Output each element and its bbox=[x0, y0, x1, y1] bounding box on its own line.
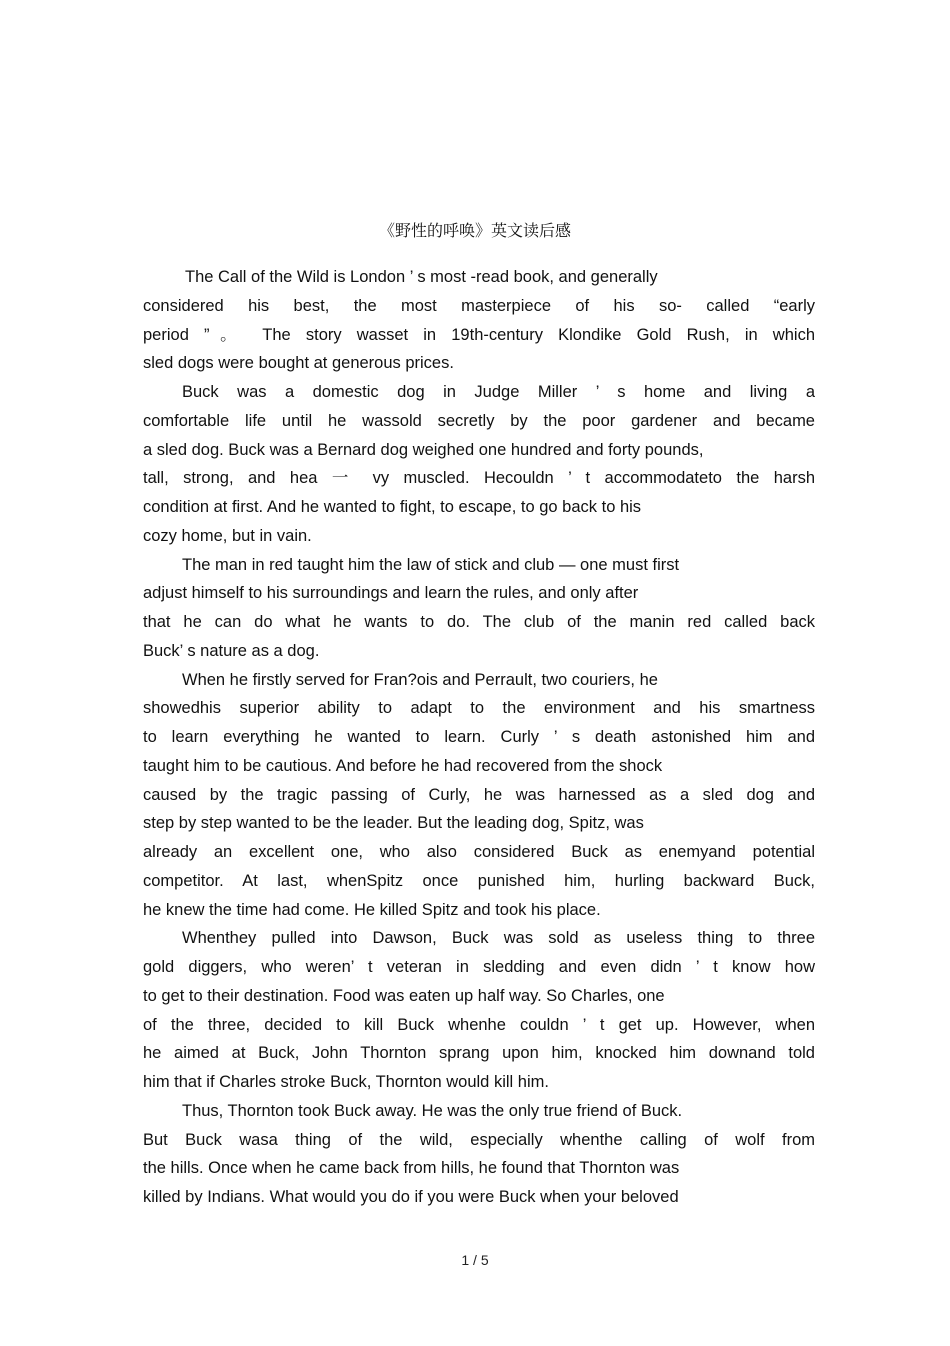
text-line: period ”。 The story wasset in 19th-century Klondike Gold Rush, in which bbox=[143, 325, 815, 344]
text-line: him that if Charles stroke Buck, Thornton would kill him. bbox=[143, 1073, 549, 1091]
text-line: When he firstly served for Fran?ois and Perrault, two couriers, he bbox=[182, 670, 658, 689]
text-line: competitor. At last, whenSpitz once punished him, hurling backward Buck, bbox=[143, 871, 815, 890]
text-line: The man in red taught him the law of stick and club — one must first bbox=[182, 555, 680, 574]
text-line: condition at first. And he wanted to fight, to escape, to go back to his bbox=[143, 498, 642, 516]
text-line: he aimed at Buck, John Thornton sprang upon him, knocked him downand told bbox=[143, 1044, 815, 1063]
text-line: Buck’ s nature as a dog. bbox=[143, 641, 320, 660]
text-line: Whenthey pulled into Dawson, Buck was sold as useless thing to three bbox=[182, 929, 815, 948]
text-line: step by step wanted to be the leader. But the leading dog, Spitz, was bbox=[143, 814, 644, 833]
text-line: sled dogs were bought at generous prices. bbox=[143, 354, 454, 373]
text-line: already an excellent one, who also considered Buck as enemyand potential bbox=[143, 843, 815, 861]
text-line: considered his best, the most masterpiece of his so- called “early bbox=[143, 296, 815, 315]
text-line: gold diggers, who weren’ t veteran in sledding and even didn ’ t know how bbox=[143, 958, 815, 976]
text-line: showedhis superior ability to adapt to the environment and his smartness bbox=[143, 699, 815, 718]
text-line: of the three, decided to kill Buck whenhe couldn ’ t get up. However, when bbox=[143, 1015, 815, 1034]
document-body bbox=[143, 263, 815, 1212]
document-title: 《野性的呼唤》英文读后感 bbox=[378, 221, 571, 240]
text-line: cozy home, but in vain. bbox=[143, 526, 312, 545]
text-line: the hills. Once when he came back from hills, he found that Thornton was bbox=[143, 1159, 680, 1178]
text-line: to learn everything he wanted to learn. Curly ’ s death astonished him and bbox=[143, 728, 815, 746]
text-line: a sled dog. Buck was a Bernard dog weighed one hundred and forty pounds, bbox=[143, 440, 704, 459]
text-line: he knew the time had come. He killed Spitz and took his place. bbox=[143, 900, 601, 919]
text-line: to get to their destination. Food was eaten up half way. So Charles, one bbox=[143, 986, 665, 1005]
text-line: comfortable life until he wassold secretly by the poor gardener and became bbox=[143, 411, 815, 430]
text-line: caused by the tragic passing of Curly, he was harnessed as a sled dog and bbox=[143, 785, 815, 804]
text-line: tall, strong, and hea 一 vy muscled. Hecouldn ’ t accommodateto the harsh bbox=[143, 469, 815, 488]
text-line: The Call of the Wild is London ’ s most -read book, and generally bbox=[185, 268, 658, 286]
text-line: Thus, Thornton took Buck away. He was the only true friend of Buck. bbox=[182, 1101, 683, 1120]
text-line: taught him to be cautious. And before he had recovered from the shock bbox=[143, 756, 663, 775]
text-line: that he can do what he wants to do. The club of the manin red called back bbox=[143, 613, 815, 631]
text-line: Buck was a domestic dog in Judge Miller ’ s home and living a bbox=[182, 383, 815, 401]
text-line: But Buck wasa thing of the wild, especially whenthe calling of wolf from bbox=[143, 1130, 815, 1149]
text-line: killed by Indians. What would you do if you were Buck when your beloved bbox=[143, 1188, 679, 1206]
text-line: adjust himself to his surroundings and learn the rules, and only after bbox=[143, 584, 639, 603]
page-number: 1 / 5 bbox=[461, 1252, 489, 1268]
